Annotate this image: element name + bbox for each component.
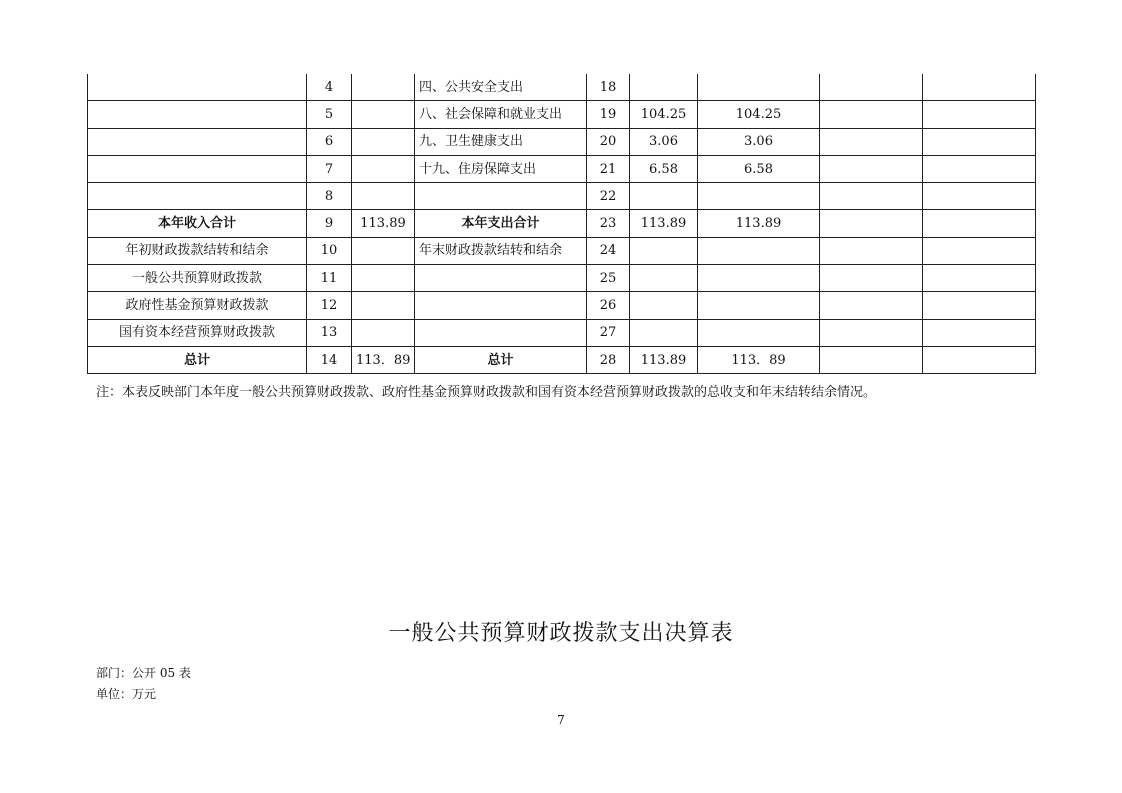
income-item-cell: 政府性基金预算财政拨款 [88, 292, 307, 319]
expense-item-cell: 九、卫生健康支出 [415, 128, 587, 155]
income-item-cell [88, 128, 307, 155]
table-row [88, 319, 1036, 346]
state-capital-cell [923, 346, 1036, 373]
income-row-number: 10 [307, 237, 352, 264]
next-table-title: 一般公共预算财政拨款支出决算表 [388, 621, 734, 646]
table-row [88, 237, 1036, 264]
state-capital-cell [923, 128, 1036, 155]
state-capital-cell [923, 183, 1036, 210]
state-capital-cell [923, 155, 1036, 182]
expense-row-number: 28 [587, 346, 630, 373]
general-budget-cell [698, 237, 820, 264]
income-item-cell: 年初财政拨款结转和结余 [88, 237, 307, 264]
expense-row-number: 25 [587, 265, 630, 292]
state-capital-cell [923, 265, 1036, 292]
page-number: 7 [557, 713, 565, 727]
income-amount-cell [352, 319, 415, 346]
expense-total-cell: 113.89 [630, 210, 698, 237]
expense-item-cell: 本年支出合计 [415, 210, 587, 237]
table-row [88, 128, 1036, 155]
expense-row-number: 18 [587, 74, 630, 101]
expense-item-cell: 四、公共安全支出 [415, 74, 587, 101]
state-capital-cell [923, 237, 1036, 264]
expense-row-number: 20 [587, 128, 630, 155]
table-row [88, 210, 1036, 237]
income-item-cell: 本年收入合计 [88, 210, 307, 237]
income-amount-cell [352, 292, 415, 319]
income-amount-cell [352, 183, 415, 210]
income-row-number: 8 [307, 183, 352, 210]
state-capital-cell [923, 319, 1036, 346]
fund-budget-cell [820, 319, 923, 346]
table-row [88, 346, 1036, 373]
income-row-number: 4 [307, 74, 352, 101]
fund-budget-cell [820, 128, 923, 155]
fund-budget-cell [820, 101, 923, 128]
general-budget-cell: 6.58 [698, 155, 820, 182]
income-item-cell: 国有资本经营预算财政拨款 [88, 319, 307, 346]
table-row [88, 101, 1036, 128]
expense-row-number: 23 [587, 210, 630, 237]
general-budget-cell: 104.25 [698, 101, 820, 128]
income-item-cell: 一般公共预算财政拨款 [88, 265, 307, 292]
general-budget-cell: 113.89 [698, 210, 820, 237]
general-budget-cell [698, 292, 820, 319]
table-row [88, 265, 1036, 292]
expense-total-cell: 6.58 [630, 155, 698, 182]
expense-total-cell [630, 237, 698, 264]
expense-row-number: 21 [587, 155, 630, 182]
expense-item-cell: 年末财政拨款结转和结余 [415, 237, 587, 264]
income-item-cell [88, 74, 307, 101]
income-row-number: 14 [307, 346, 352, 373]
income-row-number: 6 [307, 128, 352, 155]
fund-budget-cell [820, 346, 923, 373]
fund-budget-cell [820, 155, 923, 182]
income-item-cell [88, 155, 307, 182]
expense-item-cell [415, 292, 587, 319]
fund-budget-cell [820, 265, 923, 292]
income-amount-cell [352, 155, 415, 182]
income-amount-cell [352, 74, 415, 101]
department-label: 部门：公开 05 表 [96, 666, 191, 680]
table-row [88, 183, 1036, 210]
general-budget-cell: 3.06 [698, 128, 820, 155]
income-row-number: 5 [307, 101, 352, 128]
expense-row-number: 26 [587, 292, 630, 319]
income-row-number: 9 [307, 210, 352, 237]
fund-budget-cell [820, 210, 923, 237]
expense-total-cell: 113.89 [630, 346, 698, 373]
expense-row-number: 19 [587, 101, 630, 128]
state-capital-cell [923, 74, 1036, 101]
expense-item-cell: 十九、住房保障支出 [415, 155, 587, 182]
general-budget-cell [698, 74, 820, 101]
income-item-cell [88, 183, 307, 210]
fund-budget-cell [820, 237, 923, 264]
income-row-number: 11 [307, 265, 352, 292]
table-row [88, 292, 1036, 319]
expense-total-cell: 104.25 [630, 101, 698, 128]
state-capital-cell [923, 210, 1036, 237]
income-amount-cell [352, 237, 415, 264]
fund-budget-cell [820, 292, 923, 319]
fund-budget-cell [820, 183, 923, 210]
income-item-cell [88, 101, 307, 128]
income-row-number: 7 [307, 155, 352, 182]
expense-item-cell [415, 319, 587, 346]
expense-total-cell [630, 265, 698, 292]
income-amount-cell: 113.89 [352, 210, 415, 237]
expense-total-cell: 3.06 [630, 128, 698, 155]
income-row-number: 12 [307, 292, 352, 319]
expense-row-number: 24 [587, 237, 630, 264]
income-amount-cell [352, 101, 415, 128]
expense-row-number: 27 [587, 319, 630, 346]
income-amount-cell [352, 128, 415, 155]
income-item-cell: 总计 [88, 346, 307, 373]
expense-total-cell [630, 74, 698, 101]
income-amount-cell: 113．89 [352, 346, 415, 373]
expense-total-cell [630, 292, 698, 319]
expense-item-cell [415, 183, 587, 210]
table-note: 注：本表反映部门本年度一般公共预算财政拨款、政府性基金预算财政拨款和国有资本经营预算财政拨款的总收支和年末结转结余情况。 [96, 385, 877, 400]
income-row-number: 13 [307, 319, 352, 346]
table-row [88, 74, 1036, 101]
general-budget-cell [698, 265, 820, 292]
general-budget-cell [698, 183, 820, 210]
expense-total-cell [630, 319, 698, 346]
state-capital-cell [923, 101, 1036, 128]
unit-label: 单位：万元 [96, 687, 157, 701]
expense-item-cell: 八、社会保障和就业支出 [415, 101, 587, 128]
general-budget-cell: 113．89 [698, 346, 820, 373]
income-amount-cell [352, 265, 415, 292]
table-row [88, 155, 1036, 182]
expense-item-cell [415, 265, 587, 292]
state-capital-cell [923, 292, 1036, 319]
expense-row-number: 22 [587, 183, 630, 210]
general-budget-cell [698, 319, 820, 346]
financial-appropriation-table [87, 74, 1036, 374]
expense-item-cell: 总计 [415, 346, 587, 373]
fund-budget-cell [820, 74, 923, 101]
expense-total-cell [630, 183, 698, 210]
